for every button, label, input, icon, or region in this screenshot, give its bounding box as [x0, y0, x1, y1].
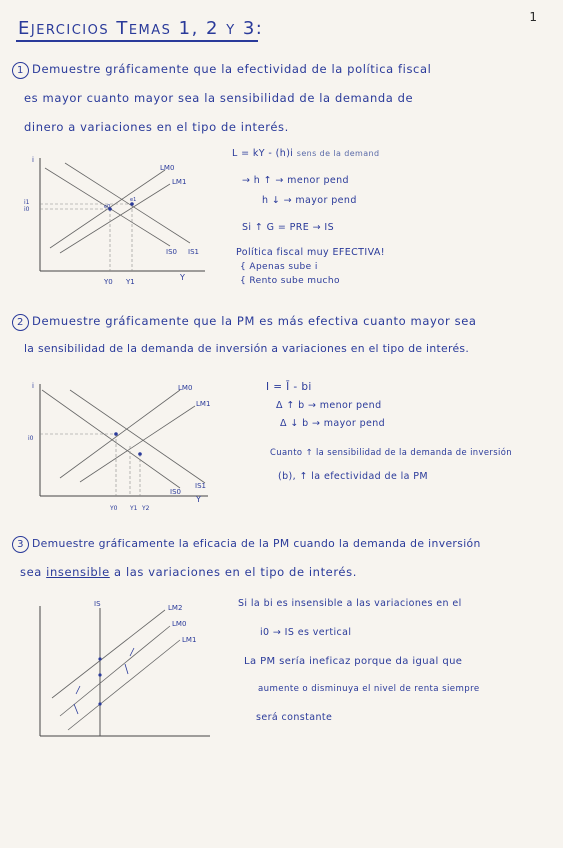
- q3-text-1: Demuestre gráficamente la eficacia de la PM cuando la demanda de inversión: [32, 537, 481, 550]
- q2-note-b-down: Δ ↓ b → mayor pend: [280, 418, 386, 429]
- q1-label-is1: IS1: [188, 248, 199, 256]
- q1-note-bullet-1: { Apenas sube i: [240, 262, 318, 272]
- q1-label-e1: e1: [130, 197, 137, 203]
- q1-line-1: [12, 62, 431, 79]
- q1-label-lm1: LM1: [172, 178, 187, 186]
- q1-is1-line: [65, 163, 190, 243]
- q3-note-line-5: será constante: [256, 712, 333, 723]
- q1-number-circle: 1: [12, 62, 29, 79]
- q1-label-i1: i1: [24, 199, 30, 206]
- q3-point-bot: [98, 702, 101, 705]
- q2-label-is1: IS1: [195, 482, 206, 490]
- q2-label-lm1: LM1: [196, 400, 211, 408]
- q2-point-a: [114, 432, 118, 436]
- q2-number-circle: 2: [12, 314, 29, 331]
- q3-point-top: [98, 657, 101, 660]
- q2-is1-line: [70, 390, 205, 483]
- q1-eq: L = kY - (h)i: [232, 148, 294, 159]
- q3-point-mid: [98, 673, 101, 676]
- q3-label-lm0: LM0: [172, 620, 187, 628]
- q1-label-i0: i0: [24, 206, 30, 213]
- q1-line-2: es mayor cuanto mayor sea la sensibilidad de la demanda de: [24, 91, 414, 105]
- q1-note-conclusion: Política fiscal muy EFECTIVA!: [236, 247, 385, 258]
- q1-note-bullet-2: { Rento sube mucho: [240, 276, 340, 286]
- q3-note-line-4: aumente o disminuya el nivel de renta siempre: [258, 684, 480, 694]
- q3-arrow-down-1: [125, 664, 128, 674]
- q3-label-is: IS: [94, 600, 101, 608]
- q2-point-b: [138, 452, 142, 456]
- q3-arrow-down-2: [74, 704, 78, 714]
- q1-label-y1: Y1: [126, 278, 135, 286]
- q2-note-conclusion-2: (b), ↑ la efectividad de la PM: [278, 471, 429, 482]
- q1-label-y0: Y0: [104, 278, 113, 286]
- q3-line-2-post: a las variaciones en el tipo de interés.: [109, 565, 357, 579]
- q3-arrow-up-2: [76, 686, 80, 694]
- q2-line-2: la sensibilidad de la demanda de inversión a variaciones en el tipo de interés.: [24, 342, 470, 355]
- q3-graph: [30, 598, 230, 748]
- q3-lm0-line: [60, 626, 170, 716]
- q2-lm1-line: [80, 406, 195, 482]
- q3-note-line-3: La PM sería ineficaz porque da igual que: [244, 656, 463, 667]
- q1-note-h-up: → h ↑ → menor pend: [242, 175, 349, 186]
- q2-text-1: Demuestre gráficamente que la PM es más efectiva cuanto mayor sea: [32, 314, 477, 328]
- q2-line-1: [12, 314, 477, 331]
- q2-label-xaxis: Y: [196, 495, 201, 504]
- title-underline: [16, 40, 258, 42]
- q2-label-y1: Y1: [130, 505, 138, 512]
- q3-note-line-1: Si la bi es insensible a las variaciones en el: [238, 598, 462, 609]
- page-title: Ejercicios Temas 1, 2 y 3:: [18, 18, 264, 39]
- q1-line-3: dinero a variaciones en el tipo de interés.: [24, 120, 289, 134]
- page-number: 1: [529, 10, 537, 24]
- q1-lm1-line: [60, 184, 170, 253]
- q2-note-eq: I = Ī - bi: [266, 381, 312, 393]
- q3-arrow-up-1: [130, 648, 134, 656]
- q2-label-yaxis: i: [32, 382, 34, 390]
- q3-label-lm2: LM2: [168, 604, 183, 612]
- q2-label-y2: Y2: [142, 505, 150, 512]
- q3-lm2-line: [52, 610, 165, 698]
- q1-label-is0: IS0: [166, 248, 177, 256]
- q2-label-i0: i0: [28, 435, 34, 442]
- q2-label-y0: Y0: [110, 505, 118, 512]
- q1-label-e0: e0: [104, 204, 111, 210]
- q1-note-eq: [232, 148, 380, 159]
- q1-graph: [20, 148, 220, 298]
- q1-eq-note: sens de la demand: [296, 149, 380, 158]
- q1-label-xaxis: Y: [180, 273, 185, 282]
- q3-line-1: [12, 536, 481, 553]
- q1-note-h-down: h ↓ → mayor pend: [262, 195, 357, 206]
- q1-note-bullet-1-text: Apenas sube i: [249, 262, 318, 272]
- q1-note-bullet-2-text: Rento sube mucho: [249, 276, 340, 286]
- q3-line-2-pre: sea: [20, 565, 47, 579]
- q3-number-circle: 3: [12, 536, 29, 553]
- q1-label-yaxis: i: [32, 156, 34, 164]
- q2-label-lm0: LM0: [178, 384, 193, 392]
- q3-lm1-line: [68, 640, 180, 730]
- q1-text-1: Demuestre gráficamente que la efectividad de la política fiscal: [32, 62, 432, 76]
- q2-graph: [20, 378, 230, 518]
- q2-note-b-up: Δ ↑ b → menor pend: [276, 400, 382, 411]
- q3-note-line-2: i0 → IS es vertical: [260, 627, 352, 638]
- q3-line-2-underlined: insensible: [46, 565, 110, 579]
- q1-label-lm0: LM0: [160, 164, 175, 172]
- q2-note-conclusion-1: Cuanto ↑ la sensibilidad de la demanda de inversión: [270, 447, 512, 457]
- q3-line-2: [20, 565, 357, 579]
- q3-label-lm1: LM1: [182, 636, 197, 644]
- q2-label-is0: IS0: [170, 488, 181, 496]
- q1-note-chain: Si ↑ G = PRE → IS: [242, 222, 334, 233]
